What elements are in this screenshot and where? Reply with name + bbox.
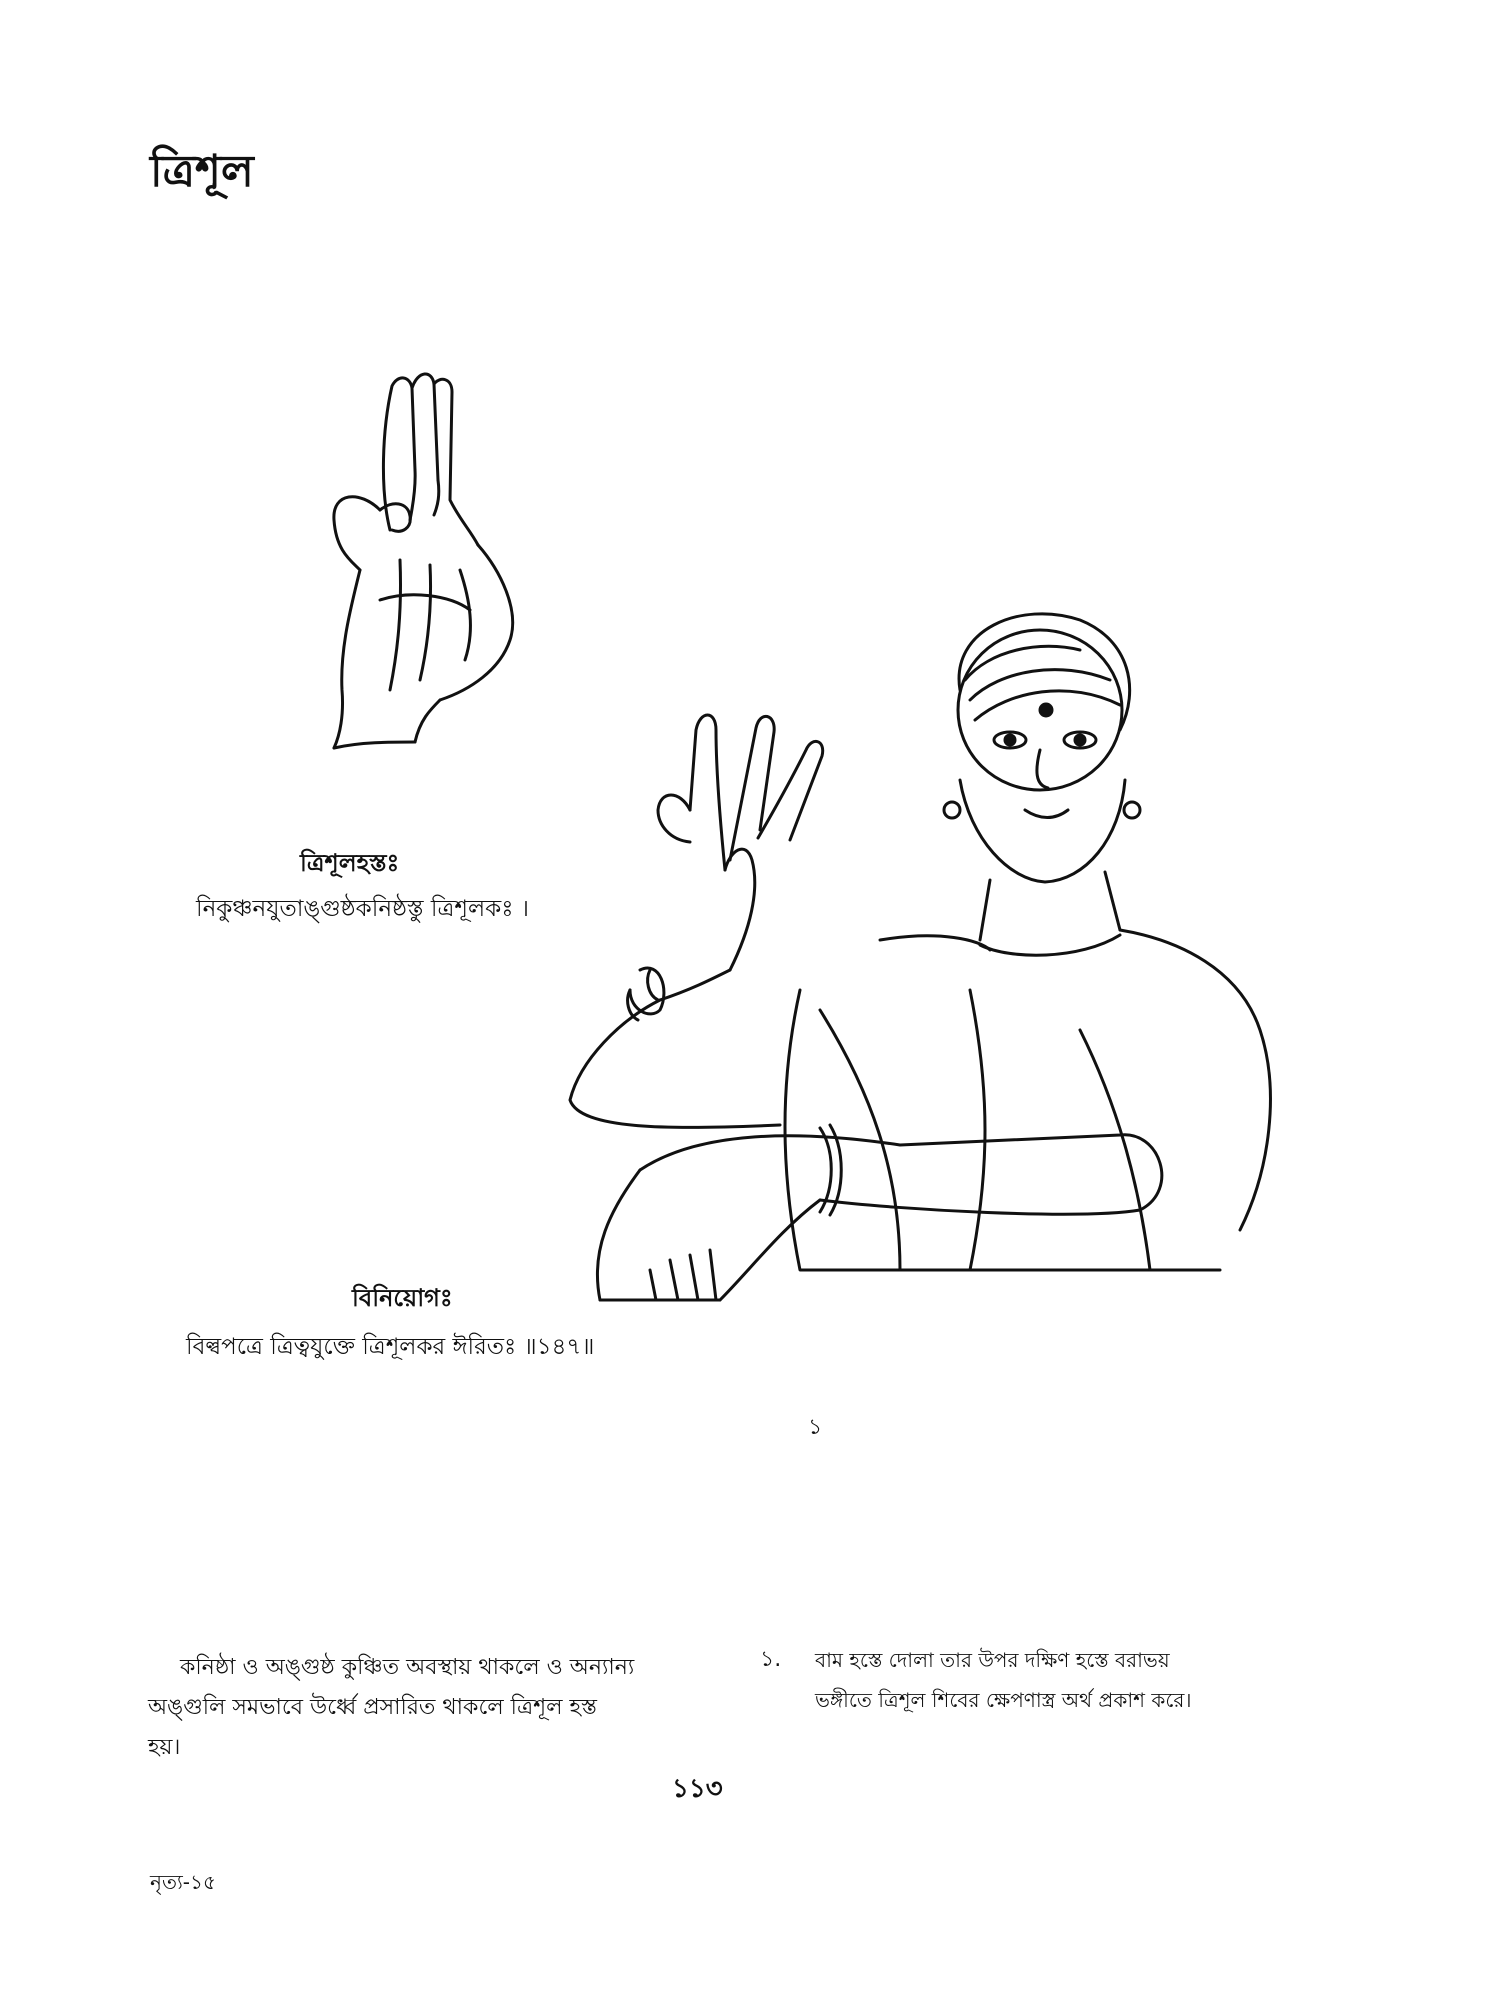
usage-verse: বিল্বপত্রে ত্রিত্বযুক্তে ত্রিশূলকর ঈরিতঃ ॥১৪৭॥ — [186, 1334, 595, 1360]
description-line-2: অঙ্গুলি সমভাবে উর্ধ্বে প্রসারিত থাকলে ত্রিশূল হস্ত — [148, 1695, 597, 1720]
dancer-illustration — [520, 610, 1300, 1330]
page-number: ১১৩ — [672, 1774, 723, 1804]
caption-verse: নিকুঞ্চনযুতাঙ্গুষ্ঠকনিষ্ঠস্তু ত্রিশূলকঃ । — [196, 896, 530, 922]
description-line-3: হয়। — [148, 1735, 181, 1760]
page-title: ত্রিশূল — [150, 146, 254, 197]
description-line-1: কনিষ্ঠা ও অঙ্গুষ্ঠ কুঞ্চিত অবস্থায় থাকলে ও অন্যান্য — [180, 1655, 635, 1680]
note-line-2: ভঙ্গীতে ত্রিশূল শিবের ক্ষেপণাস্ত্র অর্থ প্রকাশ করে। — [815, 1688, 1192, 1712]
footer-signature: নৃত্য-১৫ — [150, 1870, 216, 1894]
figure-number: ১ — [808, 1415, 823, 1440]
trishula-hand-illustration — [320, 370, 520, 760]
caption-heading: ত্রিশূলহস্তঃ — [300, 849, 400, 877]
usage-heading: বিনিয়োগঃ — [352, 1284, 453, 1312]
note-line-1: বাম হস্তে দোলা তার উপর দক্ষিণ হস্তে বরাভয় — [815, 1648, 1170, 1672]
note-number: ১. — [760, 1647, 782, 1672]
